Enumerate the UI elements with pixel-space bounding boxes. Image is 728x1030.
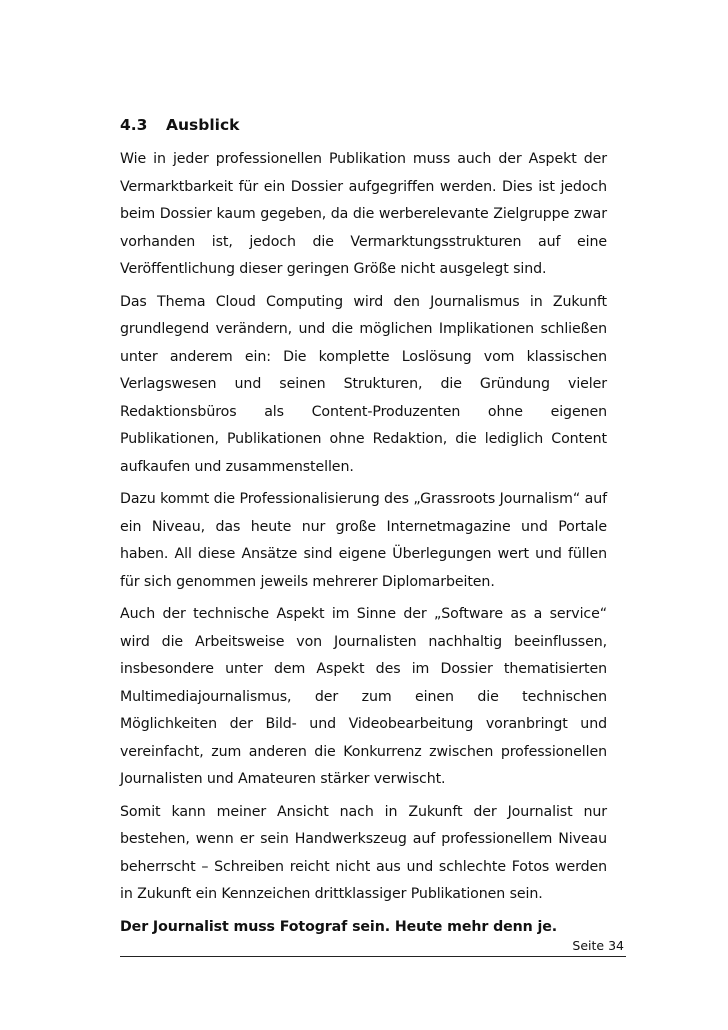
page-content <box>120 114 607 946</box>
paragraph-5: Somit kann meiner Ansicht nach in Zukunft der Journalist nur bestehen, wenn er sein Handwerkszeug auf professionellem Niveau beherrscht – Schreiben reicht nicht aus und schlechte Fotos werden in Zukunft ein Kennzeichen drittklassiger Publikationen sein. <box>120 803 607 902</box>
paragraph-4: Auch der technische Aspekt im Sinne der „Software as a service“ wird die Arbeitsweise von Journalisten nachhaltig beeinflussen, insbesondere unter dem Aspekt des im Dossier thematisierten Multimediajournalismus, der zum einen die technischen Möglichkeiten der Bild- und Videobearbeitung voranbringt und vereinfacht, zum anderen die Konkurrenz zwischen professionellen Journalisten und Amateuren stärker verwischt. <box>120 606 607 787</box>
paragraph-2: Das Thema Cloud Computing wird den Journalismus in Zukunft grundlegend verändern, und die möglichen Implikationen schließen unter anderem ein: Die komplette Loslösung vom klassischen Verlagswesen und seinen Strukturen, die Gründung vieler Redaktionsbüros als Content-Produzenten ohne eigenen Publikationen, Publikationen ohne Redaktion, die lediglich Content aufkaufen und zusammenstellen. <box>120 293 607 475</box>
page-footer <box>120 938 626 957</box>
page-number: Seite 34 <box>572 938 624 953</box>
section-heading <box>120 114 607 136</box>
conclusion-statement: Der Journalist muss Fotograf sein. Heute mehr denn je. <box>120 918 558 935</box>
paragraph-3: Dazu kommt die Professionalisierung des „Grassroots Journalism“ auf ein Niveau, das heute nur große Internetmagazine und Portale haben. All diese Ansätze sind eigene Überlegungen wert und füllen für sich genommen jeweils mehrerer Diplomarbeiten. <box>120 491 607 590</box>
section-number: 4.3 <box>120 116 148 134</box>
paragraph-1: Wie in jeder professionellen Publikation muss auch der Aspekt der Vermarktbarkeit für ein Dossier aufgegriffen werden. Dies ist jedoch beim Dossier kaum gegeben, da die werberelevante Zielgruppe zwar vorhanden ist, jedoch die Vermarktungsstrukturen auf eine Veröffentlichung dieser geringen Größe nicht ausgelegt sind. <box>120 151 607 277</box>
section-title: Ausblick <box>166 116 240 134</box>
